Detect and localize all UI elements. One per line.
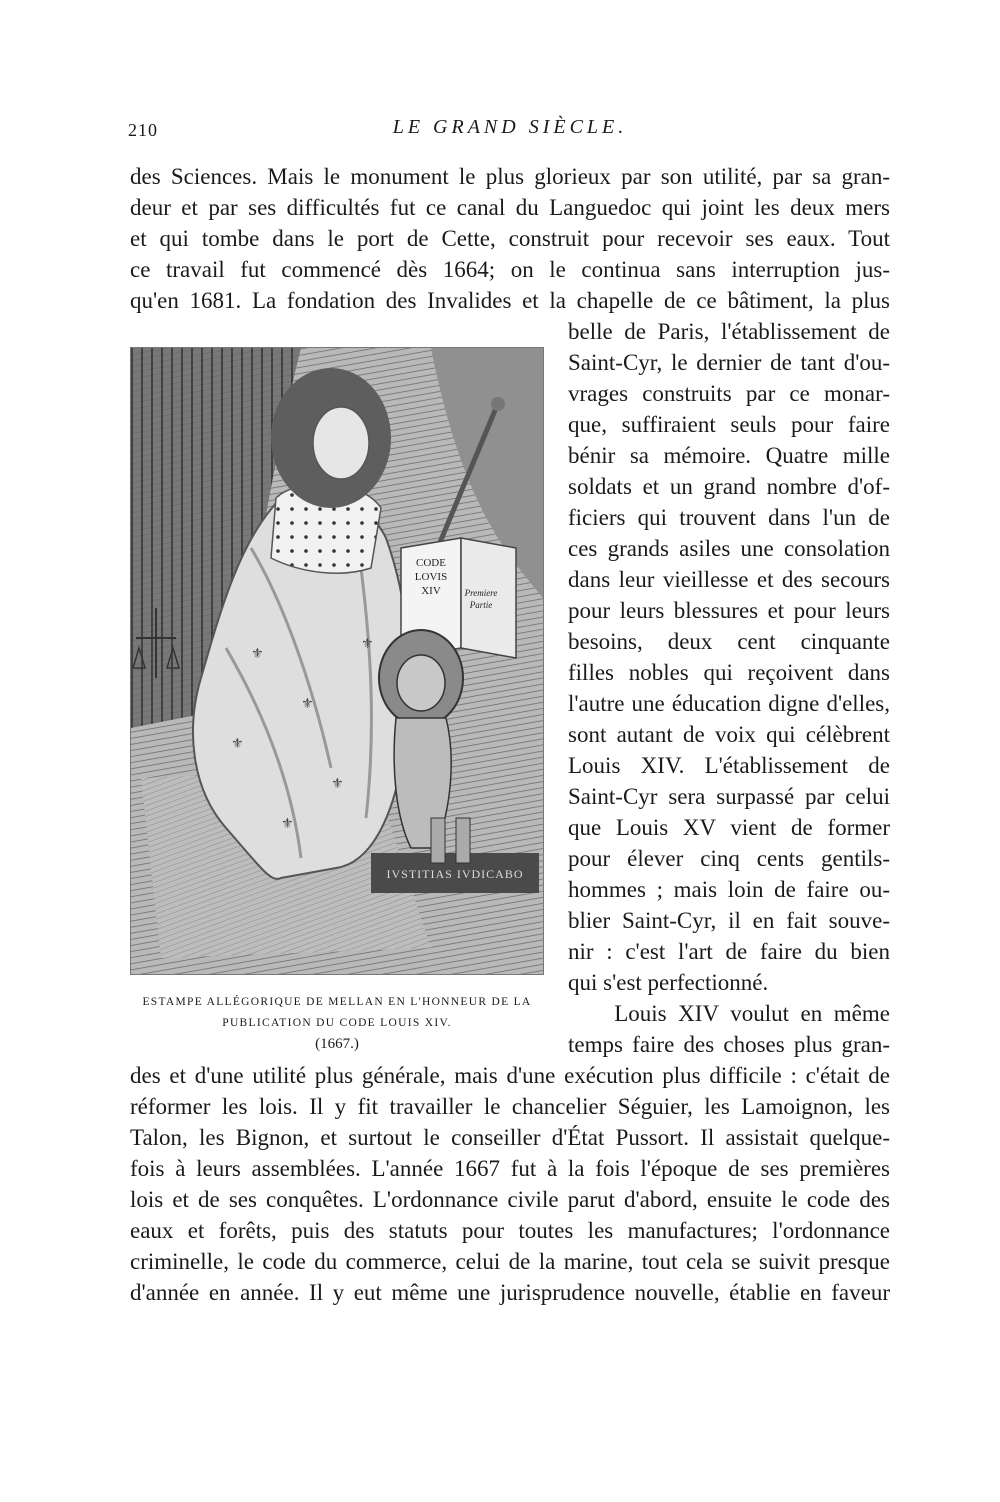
text-line: l'autre une éducation digne d'elles, (568, 691, 890, 716)
fleur-de-lis-icon: ⚜ (281, 816, 294, 832)
fleur-de-lis-icon: ⚜ (251, 646, 264, 662)
text-line: Saint-Cyr, le dernier de tant d'ou- (568, 350, 890, 375)
text-line: Talon, les Bignon, et surtout le conseiller d'État Pussort. Il assistait quelque- (130, 1125, 890, 1150)
text-line: lois et de ses conquêtes. L'ordonnance civile parut d'abord, ensuite le code des (130, 1187, 890, 1212)
text-line: bénir sa mémoire. Quatre mille (568, 443, 890, 468)
text-line: filles nobles qui reçoivent dans (568, 660, 890, 685)
text-line: pour leurs blessures et pour leurs (568, 598, 890, 623)
figure-caption: ESTAMPE ALLÉGORIQUE DE MELLAN EN L'HONNEUR DE LA (142, 996, 532, 1008)
fleur-de-lis-icon: ⚜ (331, 776, 344, 792)
text-line: deur et par ses difficultés fut ce canal du Languedoc qui joint les deux mers (130, 195, 890, 220)
running-title: LE GRAND SIÈCLE. (392, 116, 628, 138)
text-line: belle de Paris, l'établissement de (568, 319, 890, 344)
text-line: dans leur vieillesse et des secours (568, 567, 890, 592)
text-line: criminelle, le code du commerce, celui de la marine, tout cela se suivit presque (130, 1249, 890, 1274)
text-line: ce travail fut commencé dès 1664; on le continua sans interruption jus- (130, 257, 890, 282)
text-line: qui s'est perfectionné. (568, 970, 769, 995)
text-line: que, suffiraient seuls pour faire (568, 412, 890, 437)
book-title-line: XIV (421, 585, 441, 597)
text-line: des et d'une utilité plus générale, mais d'une exécution plus difficile : c'était de (130, 1063, 890, 1088)
fleur-de-lis-icon: ⚜ (231, 736, 244, 752)
book-title-line: CODE (416, 557, 446, 569)
text-line: sont autant de voix qui célèbrent (568, 722, 890, 747)
text-line: besoins, deux cent cinquante (568, 629, 890, 654)
text-line: qu'en 1681. La fondation des Invalides et la chapelle de ce bâtiment, la plus (130, 288, 890, 313)
fleur-de-lis-icon: ⚜ (301, 696, 314, 712)
engraving-artwork (131, 348, 543, 974)
text-line: ficiers qui trouvent dans l'un de (568, 505, 890, 530)
text-line: vrages construits par ce monar- (568, 381, 890, 406)
text-line: réformer les lois. Il y fit travailler le chancelier Séguier, les Lamoignon, les (130, 1094, 890, 1119)
text-line: d'année en année. Il y eut même une jurisprudence nouvelle, établie en faveur (130, 1280, 890, 1305)
text-line: ces grands asiles une consolation (568, 536, 890, 561)
figure-date: (1667.) (315, 1036, 359, 1052)
fleur-de-lis-icon: ⚜ (361, 636, 374, 652)
book-subtitle-line: Premiere (464, 588, 498, 598)
text-line: hommes ; mais loin de faire ou- (568, 877, 890, 902)
engraving-illustration (130, 347, 544, 975)
text-line: soldats et un grand nombre d'of- (568, 474, 890, 499)
text-line: temps faire des choses plus gran- (568, 1032, 890, 1057)
text-line: nir : c'est l'art de faire du bien (568, 939, 890, 964)
text-line: eaux et forêts, puis des statuts pour toutes les manufactures; l'ordonnance (130, 1218, 890, 1243)
book-title-line: LOVIS (414, 571, 448, 583)
text-line: des Sciences. Mais le monument le plus glorieux par son utilité, par sa gran- (130, 164, 890, 189)
book-subtitle-line: Partie (469, 600, 493, 610)
figure-caption: PUBLICATION DU CODE LOUIS XIV. (222, 1017, 452, 1029)
plinth-inscription: IVSTITIAS IVDICABO (386, 867, 524, 881)
page-number: 210 (128, 120, 158, 140)
text-line: Louis XIV voulut en même (568, 1001, 890, 1026)
text-line: et qui tombe dans le port de Cette, construit pour recevoir ses eaux. Tout (130, 226, 890, 251)
text-line: Saint-Cyr sera surpassé par celui (568, 784, 890, 809)
text-line: fois à leurs assemblées. L'année 1667 fut à la fois l'époque de ses premières (130, 1156, 890, 1181)
king-face (313, 407, 369, 479)
text-line: que Louis XV vient de former (568, 815, 890, 840)
text-line: pour élever cinq cents gentils- (568, 846, 890, 871)
text-line: Louis XIV. L'établissement de (568, 753, 890, 778)
text-line: blier Saint-Cyr, il en fait souve- (568, 908, 890, 933)
